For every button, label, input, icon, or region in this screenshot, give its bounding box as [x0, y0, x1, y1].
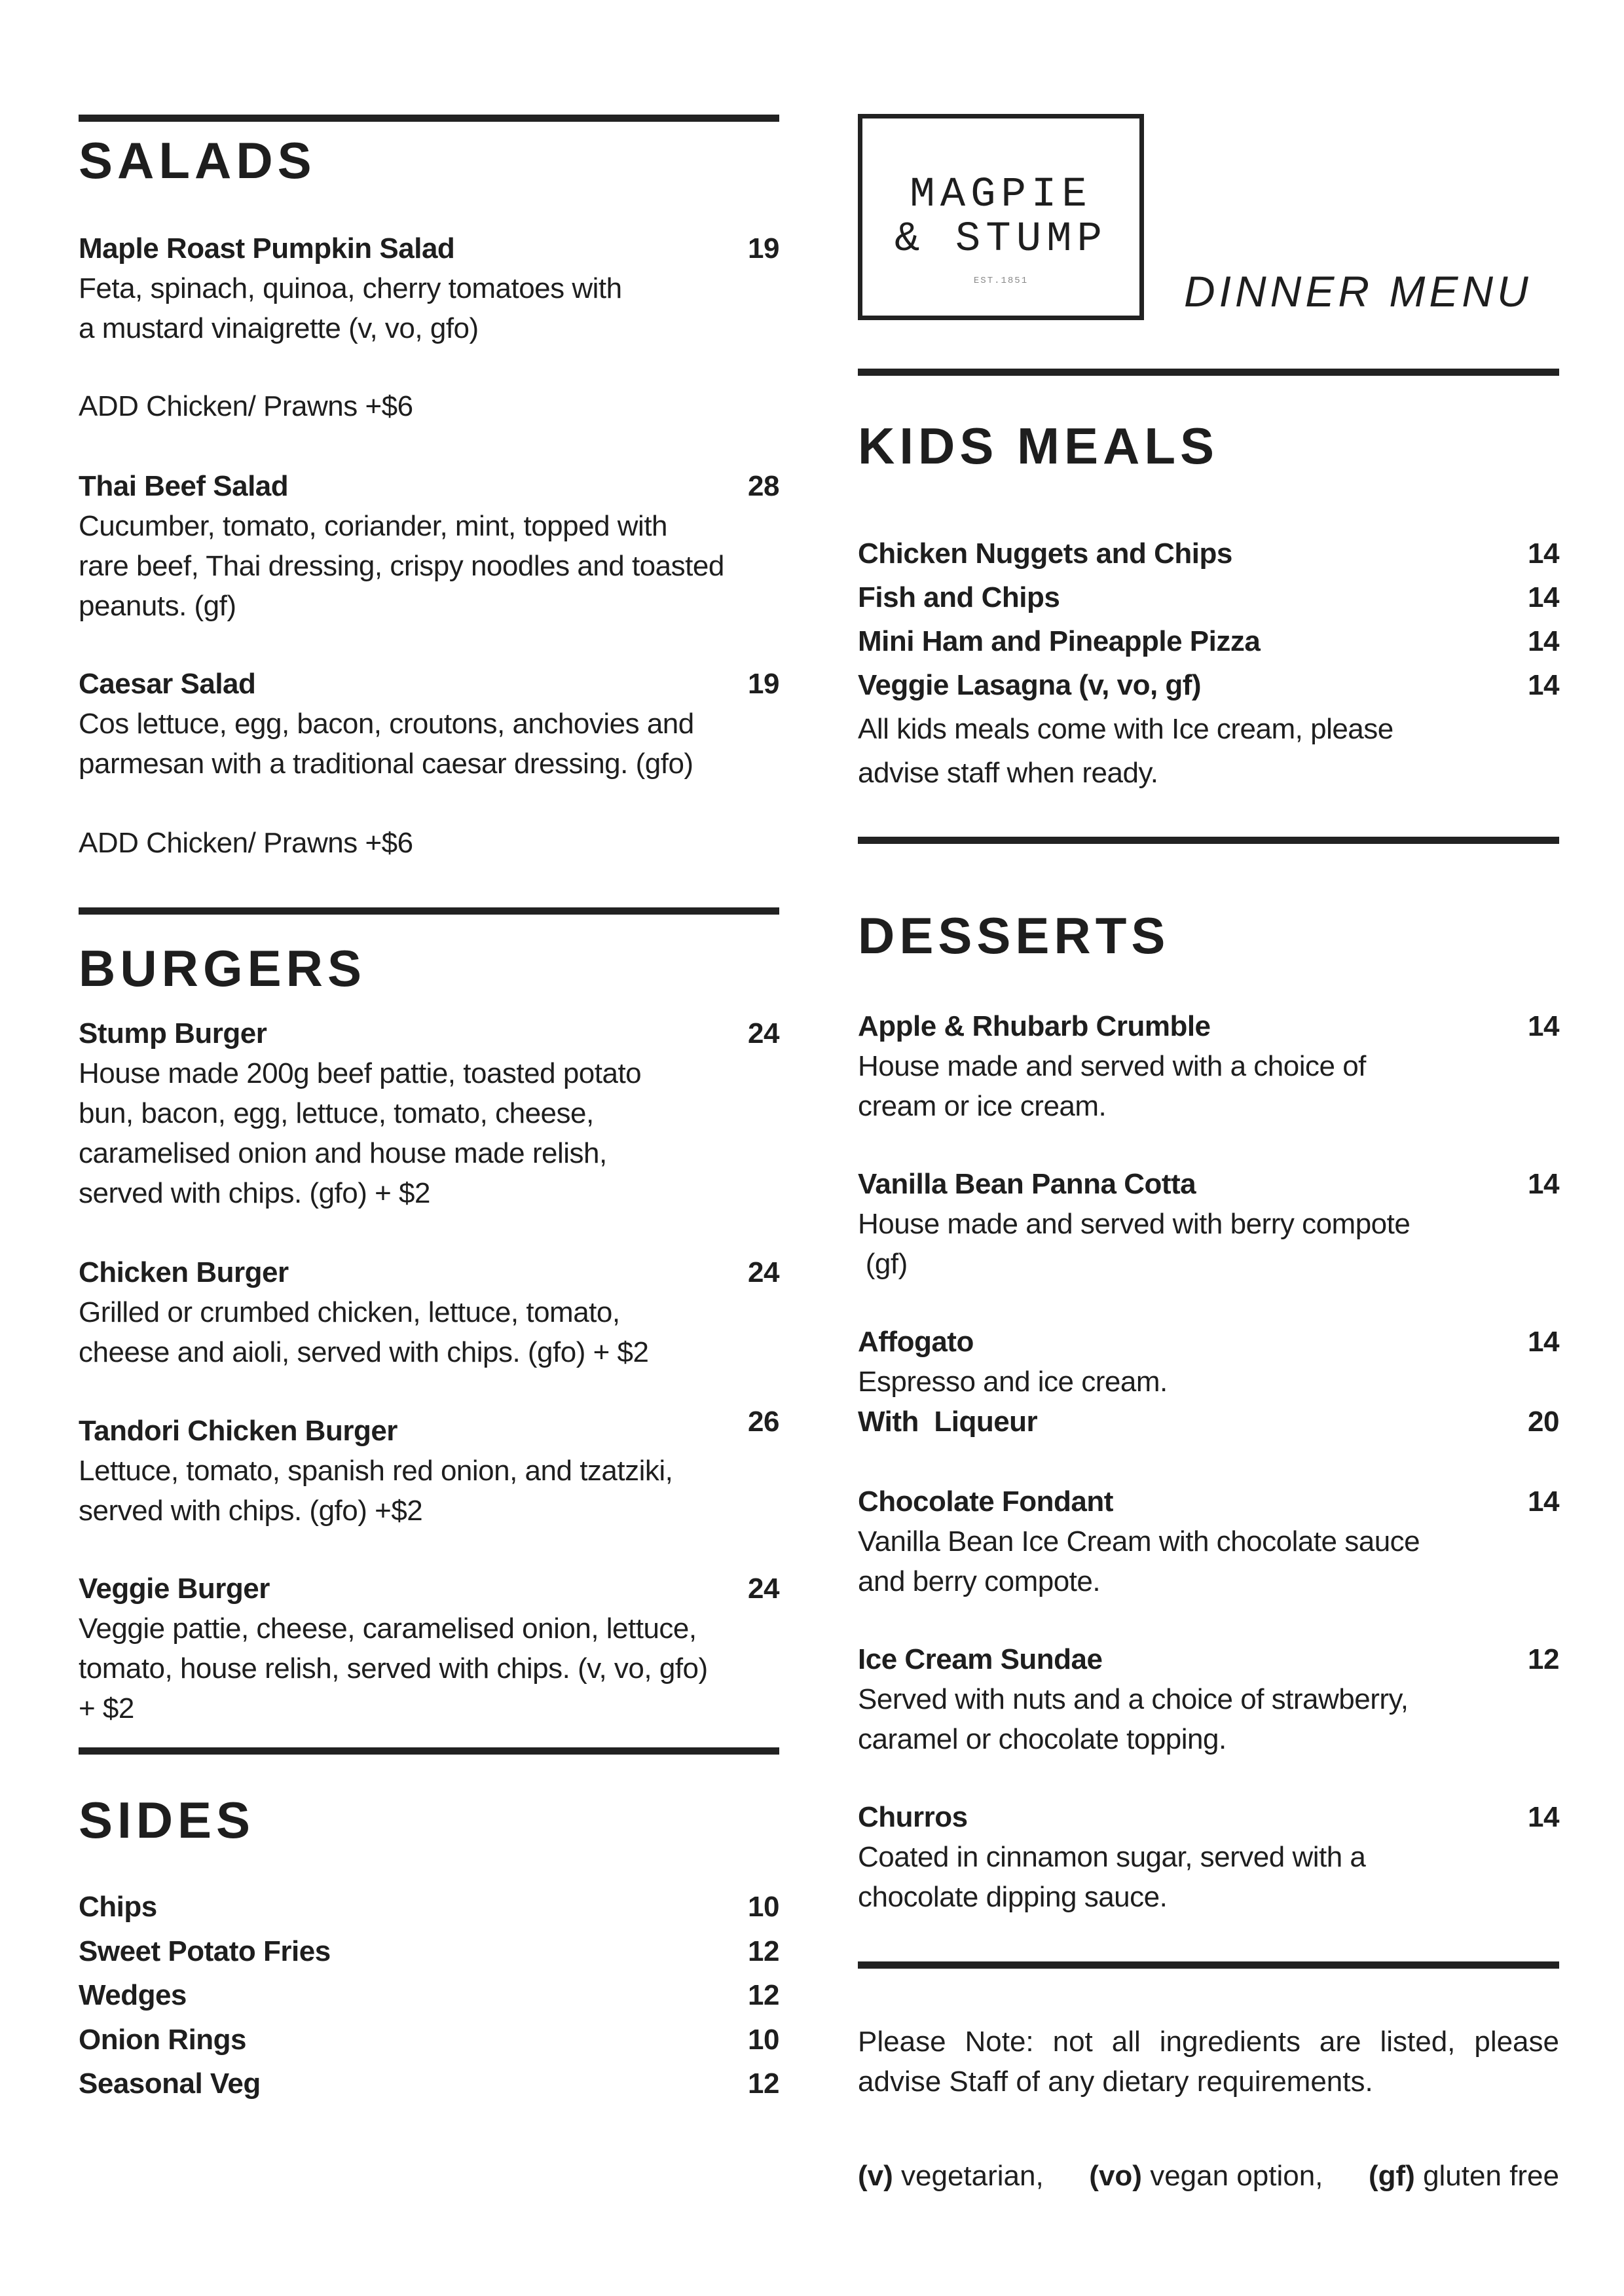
kids-note: advise staff when ready. [858, 757, 1158, 789]
item-price: 14 [1528, 1168, 1559, 1200]
item-description: caramelised onion and house made relish, [79, 1137, 607, 1169]
menu-item [858, 1164, 1559, 1284]
item-name: Chicken Nuggets and Chips [858, 538, 1232, 570]
item-name: Thai Beef Salad [79, 470, 289, 502]
kids-list [858, 532, 1559, 795]
item-description: + $2 [79, 1692, 134, 1724]
item-price: 14 [1528, 1801, 1559, 1833]
legend-text: vegetarian, [901, 2160, 1044, 2192]
addon-note: ADD Chicken/ Prawns +$6 [79, 390, 413, 422]
item-option-name: With Liqueur [858, 1406, 1038, 1438]
item-name: Churros [858, 1801, 968, 1833]
legend-text: vegan option, [1150, 2160, 1323, 2192]
item-description: a mustard vinaigrette (v, vo, gfo) [79, 312, 479, 344]
legend-text: gluten free [1423, 2160, 1559, 2192]
menu-item [858, 619, 1559, 663]
menu-item [858, 1639, 1559, 1759]
dietary-note: advise Staff of any dietary requirements. [858, 2066, 1373, 2098]
item-description: cream or ice cream. [858, 1090, 1107, 1122]
item-price: 14 [1528, 669, 1559, 701]
menu-item [858, 1322, 1559, 1442]
item-price: 12 [748, 1979, 779, 2011]
menu-item [79, 1252, 779, 1372]
item-price: 12 [1528, 1643, 1559, 1675]
item-name: Maple Roast Pumpkin Salad [79, 232, 455, 264]
item-price: 10 [748, 2023, 779, 2056]
item-description: House made and served with berry compote [858, 1208, 1411, 1240]
item-name: Wedges [79, 1979, 187, 2011]
item-description: tomato, house relish, served with chips. (v, vo, gfo) [79, 1652, 708, 1685]
item-description: caramel or chocolate topping. [858, 1723, 1227, 1755]
divider [79, 115, 779, 122]
item-price: 14 [1528, 581, 1559, 613]
item-price: 14 [1528, 1326, 1559, 1358]
page-title: DINNER MENU [1184, 267, 1532, 316]
item-price: 19 [748, 232, 779, 264]
item-description: House made and served with a choice of [858, 1050, 1366, 1082]
section-title-burgers: BURGERS [79, 939, 367, 997]
item-price: 12 [748, 1935, 779, 1967]
item-name: Seasonal Veg [79, 2068, 261, 2100]
item-price: 24 [748, 1017, 779, 1049]
item-description: Vanilla Bean Ice Cream with chocolate sauce [858, 1525, 1420, 1558]
divider [79, 1747, 779, 1755]
item-name: Stump Burger [79, 1017, 267, 1049]
item-name: Fish and Chips [858, 581, 1060, 613]
menu-item [79, 1406, 779, 1531]
logo-est: EST.1851 [973, 276, 1029, 286]
item-name: Tandori Chicken Burger [79, 1415, 397, 1447]
menu-item [79, 664, 779, 784]
item-description: chocolate dipping sauce. [858, 1881, 1168, 1913]
menu-item [79, 2018, 779, 2062]
item-name: Vanilla Bean Panna Cotta [858, 1168, 1196, 1200]
logo-text: & STUMP [895, 216, 1107, 263]
item-description: cheese and aioli, served with chips. (gfo) + $2 [79, 1336, 649, 1368]
section-title-kids: KIDS MEALS [858, 417, 1219, 475]
menu-item [79, 228, 779, 348]
item-price: 12 [748, 2068, 779, 2100]
item-description: rare beef, Thai dressing, crispy noodles and toasted [79, 550, 724, 582]
item-price: 26 [748, 1406, 779, 1438]
item-description: served with chips. (gfo) +$2 [79, 1495, 423, 1527]
menu-item [858, 1797, 1559, 1917]
divider [858, 1961, 1559, 1969]
legend-abbr: (gf) [1368, 2160, 1415, 2192]
item-price: 14 [1528, 1010, 1559, 1042]
item-price: 24 [748, 1256, 779, 1288]
legend-abbr: (vo) [1089, 2160, 1142, 2192]
item-price: 14 [1528, 538, 1559, 570]
item-price: 24 [748, 1573, 779, 1605]
item-price: 10 [748, 1891, 779, 1923]
item-name: Caesar Salad [79, 668, 256, 700]
kids-note: All kids meals come with Ice cream, please [858, 713, 1393, 745]
item-name: Chocolate Fondant [858, 1485, 1113, 1518]
section-title-salads: SALADS [79, 132, 316, 189]
item-description: Served with nuts and a choice of strawberry, [858, 1683, 1409, 1715]
item-name: Onion Rings [79, 2023, 247, 2056]
item-description: Feta, spinach, quinoa, cherry tomatoes with [79, 272, 622, 304]
item-description: Espresso and ice cream. [858, 1366, 1168, 1398]
divider [858, 369, 1559, 376]
logo-text: MAGPIE [910, 172, 1092, 219]
item-description: Lettuce, tomato, spanish red onion, and tzatziki, [79, 1455, 673, 1487]
item-description: Coated in cinnamon sugar, served with a [858, 1841, 1366, 1873]
menu-item [79, 466, 779, 626]
menu-item [79, 2062, 779, 2106]
item-name: Sweet Potato Fries [79, 1935, 331, 1967]
item-name: Affogato [858, 1326, 974, 1358]
item-description: Grilled or crumbed chicken, lettuce, tomato, [79, 1296, 620, 1328]
item-name: Veggie Burger [79, 1573, 270, 1605]
menu-item [858, 575, 1559, 619]
item-description: Veggie pattie, cheese, caramelised onion, lettuce, [79, 1613, 697, 1645]
menu-item [858, 663, 1559, 707]
menu-item [79, 1929, 779, 1974]
menu-item [79, 1973, 779, 2018]
menu-item [79, 1013, 779, 1213]
menu-item [858, 532, 1559, 575]
item-description: served with chips. (gfo) + $2 [79, 1177, 430, 1209]
sides-list [79, 1885, 779, 2106]
item-name: Mini Ham and Pineapple Pizza [858, 625, 1261, 657]
item-description: House made 200g beef pattie, toasted potato [79, 1057, 642, 1089]
legend-abbr: (v) [858, 2160, 893, 2192]
item-description: Cos lettuce, egg, bacon, croutons, anchovies and [79, 708, 694, 740]
item-description: Cucumber, tomato, coriander, mint, topped with [79, 510, 668, 542]
item-price: 14 [1528, 625, 1559, 657]
item-price: 14 [1528, 1485, 1559, 1518]
item-option-price: 20 [1528, 1406, 1559, 1438]
item-description: bun, bacon, egg, lettuce, tomato, cheese, [79, 1097, 594, 1129]
item-price: 19 [748, 668, 779, 700]
item-description: parmesan with a traditional caesar dressing. (gfo) [79, 748, 693, 780]
item-name: Chicken Burger [79, 1256, 289, 1288]
section-title-desserts: DESSERTS [858, 907, 1170, 964]
menu-item [858, 1006, 1559, 1126]
menu-item [858, 1482, 1559, 1601]
section-title-sides: SIDES [79, 1791, 255, 1849]
menu-item [79, 1569, 779, 1728]
divider [858, 837, 1559, 844]
addon-note: ADD Chicken/ Prawns +$6 [79, 827, 413, 859]
item-description: peanuts. (gf) [79, 590, 236, 622]
item-name: Veggie Lasagna (v, vo, gf) [858, 669, 1202, 701]
item-name: Chips [79, 1891, 157, 1923]
logo [858, 114, 1144, 320]
item-name: Ice Cream Sundae [858, 1643, 1103, 1675]
dietary-note: Please Note: not all ingredients are listed, please [858, 2026, 1559, 2058]
divider [79, 907, 779, 915]
menu-item [79, 1885, 779, 1929]
dietary-legend [858, 2156, 1559, 2196]
item-price: 28 [748, 470, 779, 502]
item-description: (gf) [858, 1248, 908, 1280]
item-name: Apple & Rhubarb Crumble [858, 1010, 1211, 1042]
item-description: and berry compote. [858, 1565, 1101, 1597]
